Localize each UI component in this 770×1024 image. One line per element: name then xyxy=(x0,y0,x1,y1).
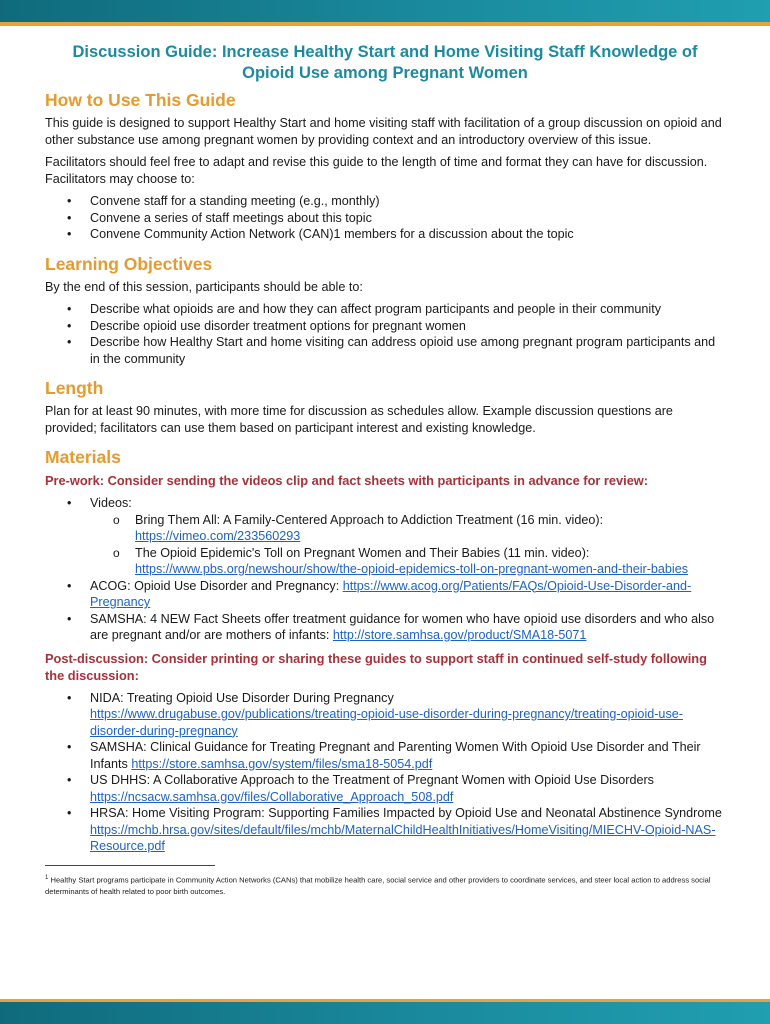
prework-subheading: Pre-work: Consider sending the videos clip and fact sheets with participants in advance for review: xyxy=(45,473,649,488)
objectives-heading: Learning Objectives xyxy=(45,253,213,274)
page-title: Discussion Guide: Increase Healthy Start and Home Visiting Staff Knowledge of Opioid Use among Pregnant Women xyxy=(72,43,698,82)
footer-band xyxy=(0,1002,770,1024)
list-item: • Describe opioid use disorder treatment options for pregnant women xyxy=(90,318,725,335)
video1-link[interactable]: https://vimeo.com/233560293 xyxy=(135,529,301,543)
list-item xyxy=(90,690,725,740)
prework-list xyxy=(45,495,725,644)
list-item: • Convene a series of staff meetings about this topic xyxy=(90,210,725,227)
how-to-paragraph-1: This guide is designed to support Healthy Start and home visiting staff with facilitation of a group discussion on opioid and other substance use among pregnant women by providing context and an introductory overview of this issue. xyxy=(45,116,722,147)
video2-link[interactable]: https://www.pbs.org/newshour/show/the-opioid-epidemics-toll-on-pregnant-women-and-their-babies xyxy=(135,562,688,576)
objectives-list xyxy=(45,301,725,367)
list-item: • Describe what opioids are and how they can affect program participants and people in their community xyxy=(90,301,725,318)
video2-title: The Opioid Epidemic's Toll on Pregnant Women and Their Babies (11 min. video): xyxy=(135,545,590,560)
document-body xyxy=(45,42,725,898)
header-accent-stripe xyxy=(0,22,770,26)
usdhhs-title: US DHHS: A Collaborative Approach to the Treatment of Pregnant Women with Opioid Use Disorders xyxy=(90,773,654,787)
samsha-title: SAMSHA: 4 NEW Fact Sheets offer treatment guidance for women who have opioid use disorders and who also are pregnant and/or are mothers of infants: xyxy=(90,611,715,642)
list-item xyxy=(135,545,725,578)
list-item xyxy=(90,772,725,805)
list-item: • Convene staff for a standing meeting (e.g., monthly) xyxy=(90,193,725,210)
samhsa-guidance-link[interactable]: https://store.samhsa.gov/system/files/sma18-5054.pdf xyxy=(131,756,433,771)
how-to-heading: How to Use This Guide xyxy=(45,90,236,110)
header-band xyxy=(0,0,770,22)
list-item xyxy=(135,512,725,545)
acog-title: ACOG: Opioid Use Disorder and Pregnancy: xyxy=(90,578,343,593)
acog-link[interactable]: https://www.acog.org/Patients/FAQs/Opioid-Use-Disorder-and-Pregnancy xyxy=(90,578,692,609)
footnote xyxy=(45,872,725,899)
nida-title: NIDA: Treating Opioid Use Disorder During Pregnancy xyxy=(90,690,394,705)
videos-label: Videos: xyxy=(90,496,132,510)
footnote-marker: 1 xyxy=(45,874,49,881)
how-to-list xyxy=(45,193,725,243)
footnote-divider xyxy=(45,865,215,866)
hrsa-link[interactable]: https://mchb.hrsa.gov/sites/default/files/mchb/MaternalChildHealthInitiatives/HomeVisiting/MIECHV-Opioid-NAS-Resource.pdf xyxy=(90,822,716,853)
list-item: • Convene Community Action Network (CAN)1 members for a discussion about the topic xyxy=(90,226,725,243)
list-item xyxy=(90,739,725,772)
list-item xyxy=(90,805,725,855)
postdiscussion-list xyxy=(45,690,725,855)
list-item xyxy=(90,611,725,644)
videos-sublist xyxy=(90,512,725,578)
length-heading: Length xyxy=(45,378,104,398)
samsha-link[interactable]: http://store.samhsa.gov/product/SMA18-5071 xyxy=(332,628,587,642)
samhsa-guidance-title: SAMSHA: Clinical Guidance for Treating Pregnant and Parenting Women With Opioid Use Disorder and Their Infants xyxy=(90,740,701,771)
video1-title: Bring Them All: A Family-Centered Approach to Addiction Treatment (16 min. video): xyxy=(135,512,604,527)
objectives-intro: By the end of this session, participants should be able to: xyxy=(45,279,363,294)
list-item xyxy=(90,495,725,578)
list-item: • Describe how Healthy Start and home visiting can address opioid use among pregnant program participants and in the community xyxy=(90,334,725,367)
how-to-paragraph-2: Facilitators should feel free to adapt and revise this guide to the length of time and format they can have for discussion. Facilitators may choose to: xyxy=(45,155,708,186)
nida-link[interactable]: https://www.drugabuse.gov/publications/treating-opioid-use-disorder-during-pregnancy/treating-opioid-use-disorder-during-pregnancy xyxy=(90,707,683,738)
postdiscussion-subheading: Post-discussion: Consider printing or sharing these guides to support staff in continued self-study following the discussion: xyxy=(45,650,707,683)
length-paragraph: Plan for at least 90 minutes, with more time for discussion as schedules allow. Example discussion questions are provided; facilitators can use them based on participant interest and existing knowledge. xyxy=(45,404,673,435)
list-item xyxy=(90,578,725,611)
materials-heading: Materials xyxy=(45,447,121,467)
hrsa-title: HRSA: Home Visiting Program: Supporting Families Impacted by Opioid Use and Neonatal Abstinence Syndrome xyxy=(90,806,722,820)
usdhhs-link[interactable]: https://ncsacw.samhsa.gov/files/Collaborative_Approach_508.pdf xyxy=(90,789,454,804)
footnote-text: Healthy Start programs participate in Community Action Networks (CANs) that mobilize health care, social service and other providers to coordinate services, and steer local action to address social determinants of health related to poor birth outcomes. xyxy=(45,875,711,897)
